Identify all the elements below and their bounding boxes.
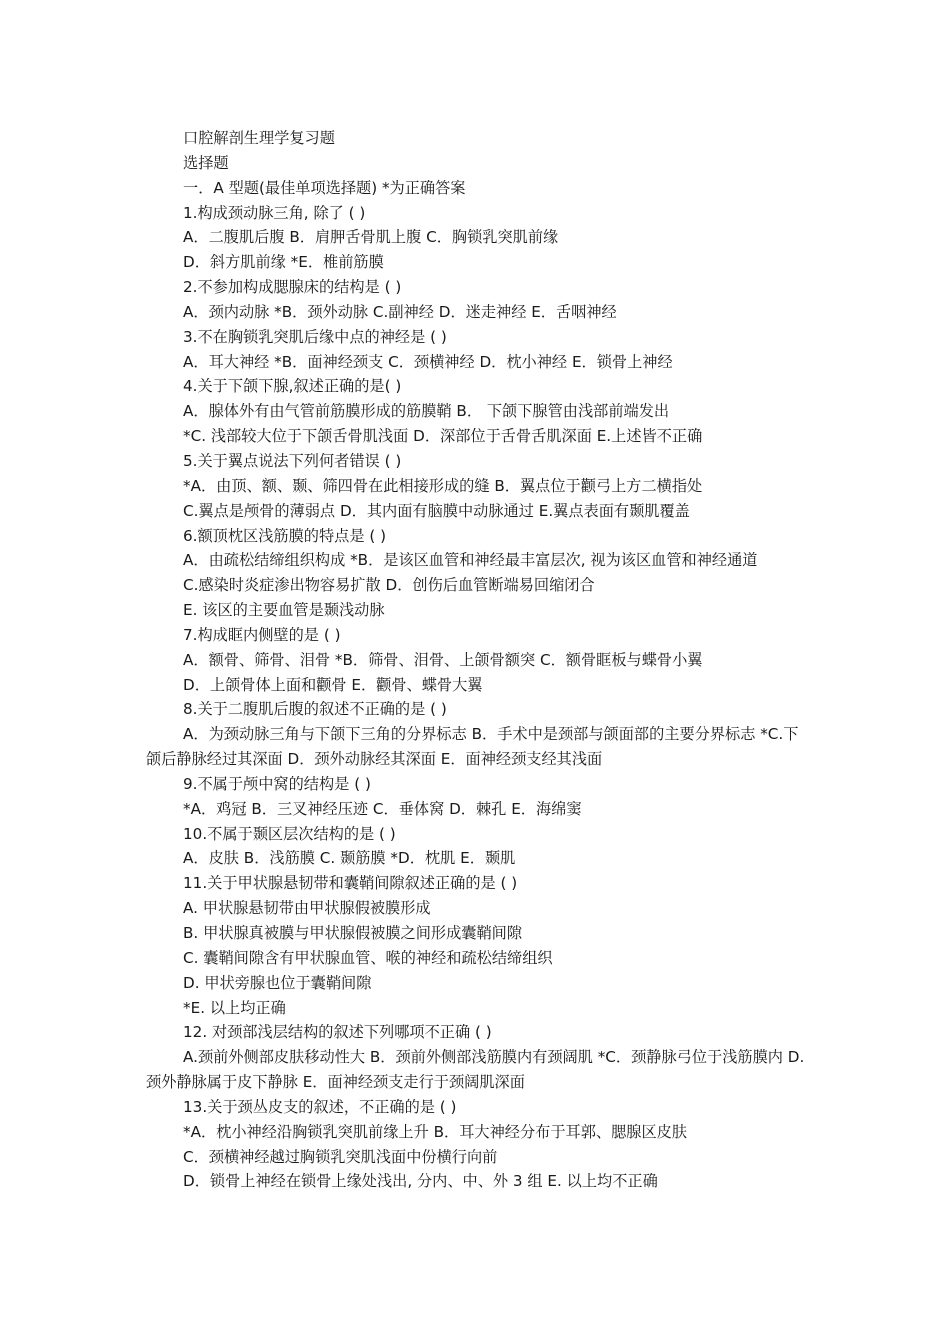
document-body (146, 126, 806, 1194)
answer-options: A.颈前外侧部皮肤移动性大 B．颈前外侧部浅筋膜内有颈阔肌 *C．颈静脉弓位于浅筋膜内 D.颈外静脉属于皮下静脉 E．面神经颈支走行于颈阔肌深面 (146, 1048, 805, 1092)
answer-options: A．颈内动脉 *B．颈外动脉 C.副神经 D．迷走神经 E．舌咽神经 (183, 302, 617, 321)
question-stem: 11.关于甲状腺悬韧带和囊鞘间隙叙述正确的是 ( ) (183, 874, 518, 893)
answer-options: A．皮肤 B．浅筋膜 C. 颞筋膜 *D．枕肌 E．颞肌 (183, 849, 516, 868)
answer-options: A．为颈动脉三角与下颌下三角的分界标志 B．手术中是颈部与颌面部的主要分界标志 *C.下颌后静脉经过其深面 D．颈外动脉经其深面 E．面神经颈支经其浅面 (146, 725, 799, 769)
question-stem: 5.关于翼点说法下列何者错误 ( ) (183, 451, 402, 470)
answer-options: C. 囊鞘间隙含有甲状腺血管、喉的神经和疏松结缔组织 (183, 948, 553, 967)
answer-options: *A．枕小神经沿胸锁乳突肌前缘上升 B．耳大神经分布于耳郭、腮腺区皮肤 (183, 1122, 688, 1141)
answer-options: *A．鸡冠 B．三叉神经压迹 C．垂体窝 D．棘孔 E．海绵窦 (183, 799, 582, 818)
question-stem: 12. 对颈部浅层结构的叙述下列哪项不正确 ( ) (183, 1023, 492, 1042)
answer-options: D．锁骨上神经在锁骨上缘处浅出, 分内、中、外 3 组 E. 以上均不正确 (183, 1172, 658, 1191)
answer-options: D．上颌骨体上面和颧骨 E．颧骨、蝶骨大翼 (183, 675, 483, 694)
answer-options: C．颈横神经越过胸锁乳突肌浅面中份横行向前 (183, 1147, 498, 1166)
answer-options: A．二腹肌后腹 B．肩胛舌骨肌上腹 C．胸锁乳突肌前缘 (183, 228, 559, 247)
question-type-heading: 一．A 型题(最佳单项选择题) *为正确答案 (183, 178, 466, 197)
answer-options: D．斜方肌前缘 *E．椎前筋膜 (183, 253, 384, 272)
question-stem: 7.构成眶内侧壁的是 ( ) (183, 625, 341, 644)
answer-options: A．耳大神经 *B．面神经颈支 C．颈横神经 D．枕小神经 E．锁骨上神经 (183, 352, 673, 371)
question-stem: 1.构成颈动脉三角, 除了 ( ) (183, 203, 366, 222)
answer-options: *C. 浅部较大位于下颌舌骨肌浅面 D．深部位于舌骨舌肌深面 E.上述皆不正确 (183, 427, 703, 446)
question-stem: 2.不参加构成腮腺床的结构是 ( ) (183, 278, 402, 297)
answer-options: A. 甲状腺悬韧带由甲状腺假被膜形成 (183, 899, 431, 918)
question-stem: 3.不在胸锁乳突肌后缘中点的神经是 ( ) (183, 327, 447, 346)
question-stem: 8.关于二腹肌后腹的叙述不正确的是 ( ) (183, 700, 447, 719)
answer-options: D. 甲状旁腺也位于囊鞘间隙 (183, 973, 372, 992)
question-stem: 6.额顶枕区浅筋膜的特点是 ( ) (183, 526, 387, 545)
answer-options: B. 甲状腺真被膜与甲状腺假被膜之间形成囊鞘间隙 (183, 924, 523, 942)
answer-options: E. 该区的主要血管是颞浅动脉 (183, 601, 385, 620)
document-title: 口腔解剖生理学复习题 (183, 129, 335, 147)
question-stem: 10.不属于颞区层次结构的是 ( ) (183, 824, 396, 843)
answer-options: A．额骨、筛骨、泪骨 *B．筛骨、泪骨、上颌骨额突 C．额骨眶板与蝶骨小翼 (183, 650, 703, 669)
question-stem: 9.不属于颅中窝的结构是 ( ) (183, 774, 371, 793)
question-stem: 13.关于颈丛皮支的叙述，不正确的是 ( ) (183, 1097, 457, 1116)
answer-options: C.感染时炎症渗出物容易扩散 D．创伤后血管断端易回缩闭合 (183, 576, 595, 595)
answer-options: *E. 以上均正确 (183, 998, 286, 1017)
section-heading: 选择题 (183, 153, 229, 172)
answer-options: C.翼点是颅骨的薄弱点 D．其内面有脑膜中动脉通过 E.翼点表面有颞肌覆盖 (183, 501, 690, 520)
question-stem: 4.关于下颌下腺,叙述正确的是( ) (183, 377, 402, 396)
answer-options: A．腺体外有由气管前筋膜形成的筋膜鞘 B． 下颌下腺管由浅部前端发出 (183, 402, 670, 421)
answer-options: *A．由顶、额、颞、筛四骨在此相接形成的缝 B．翼点位于颧弓上方二横指处 (183, 476, 703, 495)
answer-options: A．由疏松结缔组织构成 *B．是该区血管和神经最丰富层次, 视为该区血管和神经通道 (183, 551, 758, 570)
